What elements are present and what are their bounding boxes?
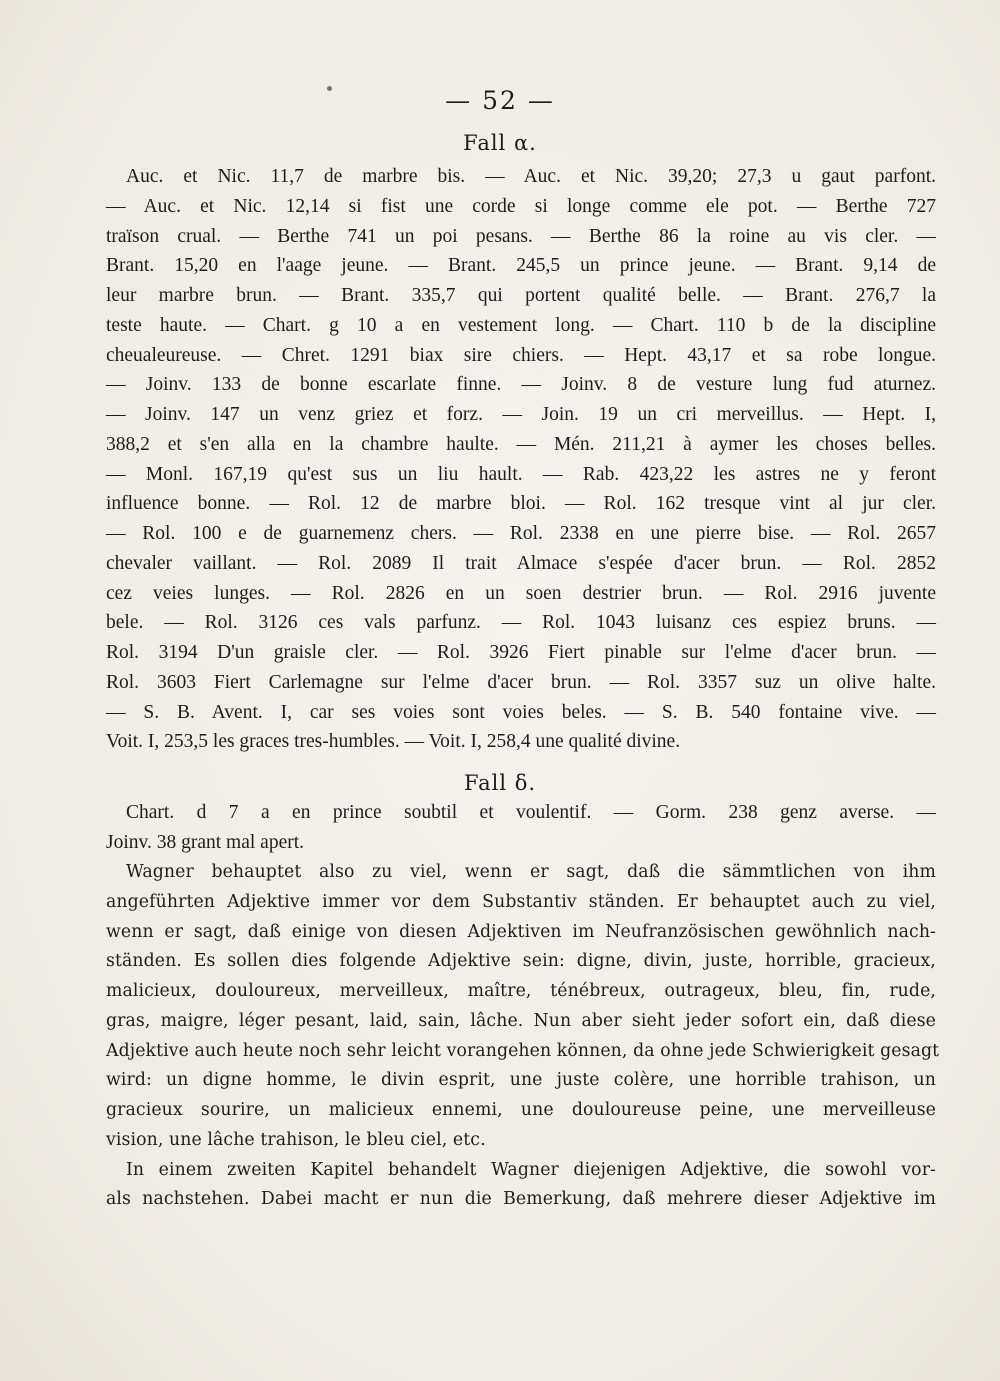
text-line: wenn er sagt, daß einige von diesen Adjektiven im Neufranzösischen gewöhnlich nach- xyxy=(106,921,936,942)
text-line: influence bonne. — Rol. 12 de marbre bloi. — Rol. 162 tresque vint al jur cler. xyxy=(106,493,936,515)
heading-fall-alpha: Fall α. xyxy=(463,131,537,155)
text-line: Rol. 3194 D'un graisle cler. — Rol. 3926 Fiert pinable sur l'elme d'acer brun. — xyxy=(106,642,936,663)
text-line: — S. B. Avent. I, car ses voies sont voies beles. — S. B. 540 fontaine vive. — xyxy=(106,701,936,723)
text-line: gras, maigre, léger pesant, laid, sain, lâche. Nun aber sieht jeder sofort ein, daß diese xyxy=(106,1010,936,1031)
text-line: teste haute. — Chart. g 10 a en vestement long. — Chart. 110 b de la discipline xyxy=(106,314,936,336)
citations-fall-delta xyxy=(106,798,936,858)
text-line: cheualeureuse. — Chret. 1291 biax sire chiers. — Hept. 43,17 et sa robe longue. xyxy=(106,344,936,366)
text-line: Brant. 15,20 en l'aage jeune. — Brant. 245,5 un prince jeune. — Brant. 9,14 de xyxy=(106,255,936,277)
text-line: angeführten Adjektive immer vor dem Substantiv ständen. Er behauptet auch zu viel, xyxy=(106,891,936,912)
text-line: Adjektive auch heute noch sehr leicht vorangehen können, da ohne jede Schwierigkeit gesagt xyxy=(106,1040,940,1061)
text-line: malicieux, douloureux, merveilleux, maître, ténébreux, outrageux, bleu, fin, rude, xyxy=(106,981,936,1001)
text-line: — Auc. et Nic. 12,14 si fist une corde si longe comme ele pot. — Berthe 727 xyxy=(106,195,936,217)
text-line: Wagner behauptet also zu viel, wenn er sagt, daß die sämmtlichen von ihm xyxy=(126,862,936,882)
text-line: — Joinv. 133 de bonne escarlate finne. — Joinv. 8 de vesture lung fud aturnez. xyxy=(106,374,936,396)
text-line: — Rol. 100 e de guarnemenz chers. — Rol. 2338 en une pierre bise. — Rol. 2657 xyxy=(106,523,936,544)
text-line: als nachstehen. Dabei macht er nun die Bemerkung, daß mehrere dieser Adjektive im xyxy=(106,1189,936,1210)
text-line: Joinv. 38 grant mal apert. xyxy=(106,831,305,853)
text-line: leur marbre brun. — Brant. 335,7 qui portent qualité belle. — Brant. 276,7 la xyxy=(106,285,936,306)
body-paragraphs xyxy=(106,858,940,1215)
text-line: vision, une lâche trahison, le bleu ciel, etc. xyxy=(106,1129,486,1150)
text-line: chevaler vaillant. — Rol. 2089 Il trait Almace s'espée d'acer brun. — Rol. 2852 xyxy=(106,552,936,574)
text-line: bele. — Rol. 3126 ces vals parfunz. — Rol. 1043 luisanz ces espiez bruns. — xyxy=(106,612,936,634)
page-number: — 52 — xyxy=(445,86,555,115)
text-line: 388,2 et s'en alla en la chambre haulte. — Mén. 211,21 à aymer les choses belles. xyxy=(106,433,936,455)
text-line: cez veies lunges. — Rol. 2826 en un soen destrier brun. — Rol. 2916 juvente xyxy=(106,582,936,604)
text-line: — Joinv. 147 un venz griez et forz. — Join. 19 un cri merveillus. — Hept. I, xyxy=(106,404,936,425)
text-line: Chart. d 7 a en prince soubtil et voulentif. — Gorm. 238 genz averse. — xyxy=(126,802,936,823)
text-line: wird: un digne homme, le divin esprit, une juste colère, une horrible trahison, un xyxy=(106,1070,936,1091)
text-line: — Monl. 167,19 qu'est sus un liu hault. — Rab. 423,22 les astres ne y feront xyxy=(106,463,936,485)
text-line: ständen. Es sollen dies folgende Adjektive sein: digne, divin, juste, horrible, gracieux, xyxy=(106,951,936,972)
heading-fall-delta: Fall δ. xyxy=(463,771,537,795)
text-line: traïson crual. — Berthe 741 un poi pesans. — Berthe 86 la roine au vis cler. — xyxy=(106,225,936,247)
text-line: Rol. 3603 Fiert Carlemagne sur l'elme d'acer brun. — Rol. 3357 suz un olive halte. xyxy=(106,671,936,693)
text-line: Auc. et Nic. 11,7 de marbre bis. — Auc. et Nic. 39,20; 27,3 u gaut parfont. xyxy=(126,166,936,187)
text-line: In einem zweiten Kapitel behandelt Wagner diejenigen Adjektive, die sowohl vor- xyxy=(126,1159,936,1180)
citations-fall-alpha xyxy=(106,162,936,757)
text-line: gracieux sourire, un malicieux ennemi, une douloureuse peine, une merveilleuse xyxy=(106,1100,936,1120)
text-line: Voit. I, 253,5 les graces tres-humbles. — Voit. I, 258,4 une qualité divine. xyxy=(106,731,681,753)
